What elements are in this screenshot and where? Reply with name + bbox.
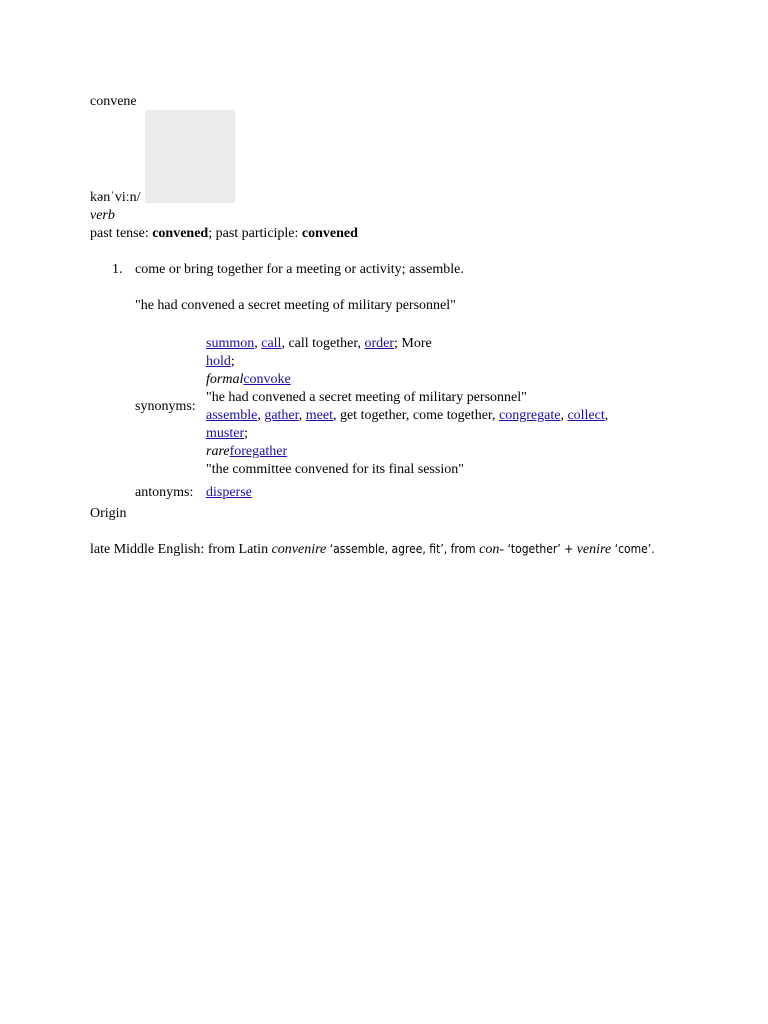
synonyms-label: synonyms:	[135, 399, 196, 414]
synonyms-line-2: hold;	[206, 354, 235, 369]
synonym-link-summon[interactable]: summon	[206, 336, 255, 351]
antonyms-label: antonyms:	[135, 485, 194, 500]
sense-example: "he had convened a secret meeting of military personnel"	[135, 298, 456, 313]
synonyms-line-6	[206, 443, 680, 461]
past-tense-label: past tense:	[90, 226, 153, 241]
origin-gloss-3: ‘come’.	[614, 542, 655, 556]
origin-heading: Origin	[90, 506, 127, 521]
antonym-link-disperse[interactable]: disperse	[206, 485, 252, 500]
past-participle-label: ; past participle:	[208, 226, 302, 241]
dictionary-entry	[90, 93, 680, 559]
synonyms-line-1: summon, call, call together, order; More	[206, 336, 432, 351]
antonyms-block	[135, 484, 680, 502]
origin-word-venire: venire	[576, 542, 612, 557]
synonym-link-convoke[interactable]: convoke	[243, 372, 291, 387]
phonetic-transcription: kənˈviːn/	[90, 190, 141, 205]
past-participle-form: convened	[301, 226, 358, 241]
synonym-text-call-together: call together,	[288, 336, 361, 351]
synonym-link-gather[interactable]: gather	[264, 408, 299, 423]
origin-gloss-1: ‘assemble, agree, fit’, from	[326, 542, 480, 556]
origin-word-con: con-	[479, 542, 505, 557]
synonym-link-congregate[interactable]: congregate	[499, 408, 561, 423]
headword: convene	[90, 94, 137, 109]
synonym-link-assemble[interactable]: assemble	[206, 408, 258, 423]
synonym-text-get-together: get together, come together,	[339, 408, 496, 423]
synonym-link-order[interactable]: order	[364, 336, 395, 351]
origin-text	[90, 540, 665, 559]
register-label-rare: rare	[206, 444, 230, 459]
synonyms-line-5: muster;	[206, 426, 248, 441]
sense-definition: come or bring together for a meeting or activity; assemble.	[135, 262, 464, 277]
synonyms-block	[135, 335, 680, 479]
inflections	[90, 225, 680, 243]
synonym-link-collect[interactable]: collect	[567, 408, 605, 423]
origin-prefix: late Middle English: from Latin	[90, 542, 272, 557]
synonyms-line-3	[206, 371, 680, 389]
synonyms-example-2: "the committee convened for its final session"	[206, 462, 464, 477]
more-toggle[interactable]: ; More	[394, 336, 432, 351]
part-of-speech: verb	[90, 208, 115, 223]
origin-gloss-2: ‘together’ +	[504, 542, 577, 556]
sense-1	[90, 261, 680, 315]
image-placeholder	[145, 110, 235, 203]
past-tense-form: convened	[152, 226, 209, 241]
origin-word-convenire: convenire	[271, 542, 327, 557]
synonym-link-muster[interactable]: muster	[206, 426, 245, 441]
register-label-formal: formal	[206, 372, 244, 387]
synonym-link-meet[interactable]: meet	[305, 408, 333, 423]
synonym-link-hold[interactable]: hold	[206, 354, 231, 369]
synonym-link-call[interactable]: call	[261, 336, 282, 351]
synonyms-line-4: assemble, gather, meet, get together, come together, congregate, collect,	[206, 408, 609, 423]
synonyms-example-1: "he had convened a secret meeting of military personnel"	[206, 390, 527, 405]
synonym-link-foregather[interactable]: foregather	[229, 444, 288, 459]
sense-number: 1.	[112, 262, 123, 277]
